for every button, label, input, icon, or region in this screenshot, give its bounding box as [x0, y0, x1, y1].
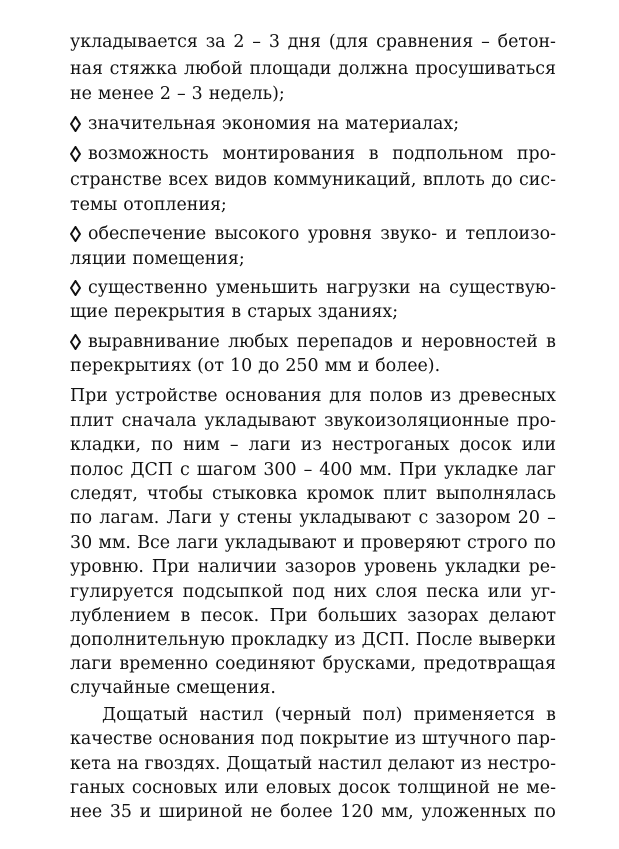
text-word: перекрытия: [114, 302, 226, 322]
text-line: [88, 222, 556, 246]
text-line: [70, 752, 556, 776]
text-word: или: [487, 582, 523, 602]
text-word: мм.: [98, 533, 131, 553]
text-word: зданиях;: [317, 302, 399, 322]
text-word: соединяют: [215, 654, 316, 674]
text-word: Лаги: [166, 508, 213, 528]
text-word: перекрытиях: [70, 356, 192, 376]
text-word: 35: [109, 802, 132, 822]
text-word: делают: [387, 754, 455, 774]
text-word: уровень: [364, 557, 438, 577]
text-word: укладывается: [70, 32, 198, 52]
text-word: укладывают: [204, 411, 317, 431]
text-word: следят,: [70, 484, 138, 504]
text-word: просушиваться: [415, 59, 556, 79]
text-word: с: [418, 508, 429, 528]
text-word: гулируется: [70, 582, 174, 602]
text-word: в: [546, 332, 556, 352]
text-word: по: [533, 802, 556, 822]
text-word: уложенных: [421, 802, 527, 822]
text-word: и: [342, 533, 355, 553]
text-word: выверки: [478, 630, 556, 650]
diamond-bullet-icon: [70, 222, 82, 246]
text-line: [70, 409, 556, 433]
text-word: по: [151, 435, 174, 455]
text-word: существую-: [449, 278, 556, 298]
text-word: перепадов: [296, 332, 393, 352]
text-word: не: [70, 84, 92, 104]
text-line: [70, 531, 556, 555]
text-word: лаги: [176, 533, 219, 553]
text-word: 2: [233, 32, 245, 52]
text-word: не: [497, 778, 520, 798]
text-word: уменьшить: [215, 278, 318, 298]
text-line: [70, 580, 556, 604]
text-word: сравнения: [376, 32, 474, 52]
text-word: брусками,: [322, 654, 417, 674]
text-word: площади: [249, 59, 332, 79]
text-word: кладки,: [70, 435, 141, 455]
text-word: любых: [228, 332, 289, 352]
text-word: лагам.: [99, 508, 160, 528]
text-word: предотвращая: [423, 654, 556, 674]
text-word: песка: [426, 582, 480, 602]
text-word: При: [151, 557, 190, 577]
text-word: применяется: [413, 705, 535, 725]
text-word: –: [481, 32, 490, 52]
text-word: пол): [362, 705, 403, 725]
text-word: 30: [70, 533, 93, 553]
text-word: для: [329, 386, 362, 406]
text-word: звукоизоляционные: [324, 411, 510, 431]
text-word: всех: [168, 170, 209, 190]
text-word: ДСП: [130, 460, 173, 480]
text-word: укладывают: [299, 508, 412, 528]
text-word: При: [399, 460, 437, 480]
text-word: (от: [197, 356, 225, 376]
text-word: стяжка: [109, 59, 178, 79]
text-word: (для: [328, 32, 369, 52]
text-word: уровня: [307, 224, 372, 244]
text-word: на: [418, 278, 441, 298]
text-word: 2: [159, 84, 171, 104]
text-word: При: [70, 386, 108, 406]
text-word: у: [219, 508, 230, 528]
text-word: мм.: [359, 460, 393, 480]
text-line: [70, 506, 556, 530]
text-word: более).: [375, 356, 441, 376]
text-word: стыковка: [211, 484, 298, 504]
text-word: по: [70, 508, 93, 528]
text-word: более: [280, 802, 333, 822]
text-word: 400: [319, 460, 353, 480]
text-line: [70, 57, 556, 81]
text-word: прокладку: [230, 630, 329, 650]
diamond-bullet-icon: [70, 112, 82, 136]
text-word: и: [401, 332, 413, 352]
text-word: них: [333, 582, 367, 602]
text-word: про-: [516, 144, 556, 164]
text-word: по: [533, 533, 556, 553]
text-word: в: [180, 606, 191, 626]
text-word: или: [521, 435, 556, 455]
text-word: значительная: [88, 114, 216, 134]
text-word: покрытие: [299, 729, 389, 749]
text-word: лаги: [248, 435, 291, 455]
text-word: еловых: [265, 778, 332, 798]
text-word: строго: [467, 533, 528, 553]
text-word: временно: [119, 654, 209, 674]
text-word: зазорах: [407, 606, 479, 626]
text-word: плит: [383, 484, 427, 504]
text-word: плит: [70, 411, 114, 431]
text-word: странстве: [70, 170, 162, 190]
text-word: отопления;: [123, 195, 227, 215]
text-word: недель);: [208, 84, 285, 104]
text-word: основания: [225, 386, 322, 406]
text-word: уровню.: [70, 557, 144, 577]
text-word: про-: [516, 411, 556, 431]
text-word: полов: [369, 386, 423, 406]
text-word: из: [334, 630, 356, 650]
text-word: за: [205, 32, 226, 52]
text-word: из: [460, 754, 482, 774]
text-word: кромок: [306, 484, 374, 504]
text-word: в: [368, 144, 379, 164]
text-line: [88, 330, 556, 354]
text-word: ре-: [528, 557, 556, 577]
text-word: настил: [199, 705, 264, 725]
text-line: [70, 555, 556, 579]
text-word: настил: [317, 754, 382, 774]
text-word: ная: [70, 59, 103, 79]
text-word: смещения.: [176, 678, 276, 698]
text-word: –: [252, 32, 261, 52]
text-line: [70, 247, 556, 271]
text-word: 10: [230, 356, 253, 376]
text-word: материалах;: [345, 114, 460, 134]
text-word: 3: [268, 32, 280, 52]
text-word: (черный: [274, 705, 352, 725]
text-word: и: [357, 356, 370, 376]
text-word: –: [176, 84, 186, 104]
text-word: сначала: [121, 411, 197, 431]
text-word: на: [116, 754, 139, 774]
text-word: дня: [287, 32, 321, 52]
text-word: из: [430, 386, 452, 406]
text-word: дополнительную: [70, 630, 225, 650]
text-word: мм: [324, 356, 352, 376]
text-word: Дощатый: [226, 754, 313, 774]
text-line: [88, 276, 556, 300]
text-word: возможность: [88, 144, 209, 164]
text-word: зазоров: [284, 557, 357, 577]
text-word: щие: [70, 302, 109, 322]
text-word: сис-: [519, 170, 556, 190]
text-word: чтобы: [147, 484, 203, 504]
text-word: обеспечение: [88, 224, 207, 244]
text-word: кета: [70, 754, 112, 774]
text-line: [70, 727, 556, 751]
text-word: теплоизо-: [465, 224, 556, 244]
text-word: экономия: [221, 114, 312, 134]
text-word: звуко-: [380, 224, 438, 244]
text-word: лублением: [70, 606, 171, 626]
text-word: ме-: [526, 778, 556, 798]
text-word: до: [491, 170, 513, 190]
text-word: любой: [183, 59, 243, 79]
text-word: выравнивание: [88, 332, 220, 352]
text-word: неровностей: [421, 332, 538, 352]
text-line: [70, 168, 556, 192]
text-word: или: [224, 778, 259, 798]
text-line: [70, 82, 556, 106]
text-word: наличии: [197, 557, 277, 577]
text-word: штучного: [421, 729, 512, 749]
text-word: до: [258, 356, 280, 376]
text-word: делают: [488, 606, 556, 626]
diamond-bullet-icon: [70, 142, 82, 166]
text-word: –: [303, 460, 313, 480]
text-word: пар-: [516, 729, 556, 749]
text-word: 120: [340, 802, 374, 822]
text-word: –: [229, 435, 239, 455]
text-word: вплоть: [422, 170, 485, 190]
text-word: бетон-: [497, 32, 556, 52]
text-word: песок.: [200, 606, 260, 626]
text-word: устройстве: [115, 386, 218, 406]
text-word: После: [415, 630, 473, 650]
text-word: под: [260, 729, 294, 749]
text-line: [70, 776, 556, 800]
text-word: шагом: [196, 460, 257, 480]
text-word: укладывают: [224, 533, 337, 553]
text-word: монтирования: [222, 144, 356, 164]
text-word: сосновых: [131, 778, 218, 798]
text-word: выполнялась: [436, 484, 556, 504]
text-word: 300: [263, 460, 297, 480]
text-line: [70, 354, 556, 378]
text-line: [70, 30, 556, 54]
text-line: [70, 458, 556, 482]
text-line: [70, 300, 556, 324]
text-word: Дощатый: [102, 705, 189, 725]
text-line: [70, 676, 556, 700]
text-word: в: [546, 705, 556, 725]
text-line: [70, 482, 556, 506]
text-word: не: [250, 802, 273, 822]
text-word: укладки: [445, 557, 521, 577]
text-word: досок: [459, 435, 512, 455]
text-word: качестве: [70, 729, 153, 749]
text-word: 250: [285, 356, 319, 376]
text-word: гвоздях.: [144, 754, 221, 774]
text-word: из: [394, 729, 416, 749]
text-word: толщиной: [397, 778, 491, 798]
text-word: шириной: [158, 802, 243, 822]
text-word: в: [231, 302, 242, 322]
text-word: ним: [183, 435, 220, 455]
text-word: и: [139, 802, 152, 822]
text-line: [70, 628, 556, 652]
text-word: существенно: [88, 278, 208, 298]
text-word: на: [317, 114, 340, 134]
text-word: При: [269, 606, 308, 626]
text-line: [70, 652, 556, 676]
text-word: нагрузки: [326, 278, 411, 298]
text-word: нестро-: [487, 754, 556, 774]
text-word: из: [300, 435, 322, 455]
text-word: менее: [97, 84, 154, 104]
text-word: –: [547, 508, 556, 528]
text-word: 3: [191, 84, 203, 104]
text-line: [88, 112, 556, 136]
text-line: [70, 604, 556, 628]
text-word: случайные: [70, 678, 171, 698]
text-word: помещения;: [132, 249, 245, 269]
text-word: полос: [70, 460, 124, 480]
text-word: и: [445, 224, 458, 244]
text-word: уг-: [530, 582, 556, 602]
text-word: древесных: [458, 386, 556, 406]
text-word: проверяют: [360, 533, 461, 553]
text-line: [70, 800, 556, 824]
text-word: темы: [70, 195, 118, 215]
text-word: старых: [247, 302, 312, 322]
text-line: [102, 703, 556, 727]
text-word: мм,: [381, 802, 414, 822]
text-word: больших: [317, 606, 397, 626]
diamond-bullet-icon: [70, 276, 82, 300]
text-word: коммуникаций,: [273, 170, 417, 190]
text-word: видов: [214, 170, 267, 190]
text-word: с: [179, 460, 190, 480]
diamond-bullet-icon: [70, 330, 82, 354]
text-word: лаг: [525, 460, 556, 480]
text-line: [70, 433, 556, 457]
text-word: Все: [137, 533, 171, 553]
text-word: слоя: [375, 582, 418, 602]
text-word: подпольном: [392, 144, 504, 164]
text-word: нестроганых: [331, 435, 450, 455]
text-word: ДСП.: [361, 630, 410, 650]
text-line: [70, 384, 556, 408]
text-word: основания: [158, 729, 255, 749]
text-line: [88, 142, 556, 166]
text-word: высокого: [214, 224, 300, 244]
text-word: под: [292, 582, 325, 602]
text-word: лаги: [70, 654, 113, 674]
text-word: подсыпкой: [182, 582, 284, 602]
text-word: стены: [236, 508, 292, 528]
text-word: должна: [338, 59, 409, 79]
text-word: ляции: [70, 249, 127, 269]
text-word: ганых: [70, 778, 125, 798]
text-word: 20: [517, 508, 540, 528]
text-line: [70, 193, 556, 217]
text-word: нее: [70, 802, 103, 822]
text-word: досок: [338, 778, 391, 798]
text-word: укладке: [443, 460, 519, 480]
text-word: зазором: [435, 508, 511, 528]
